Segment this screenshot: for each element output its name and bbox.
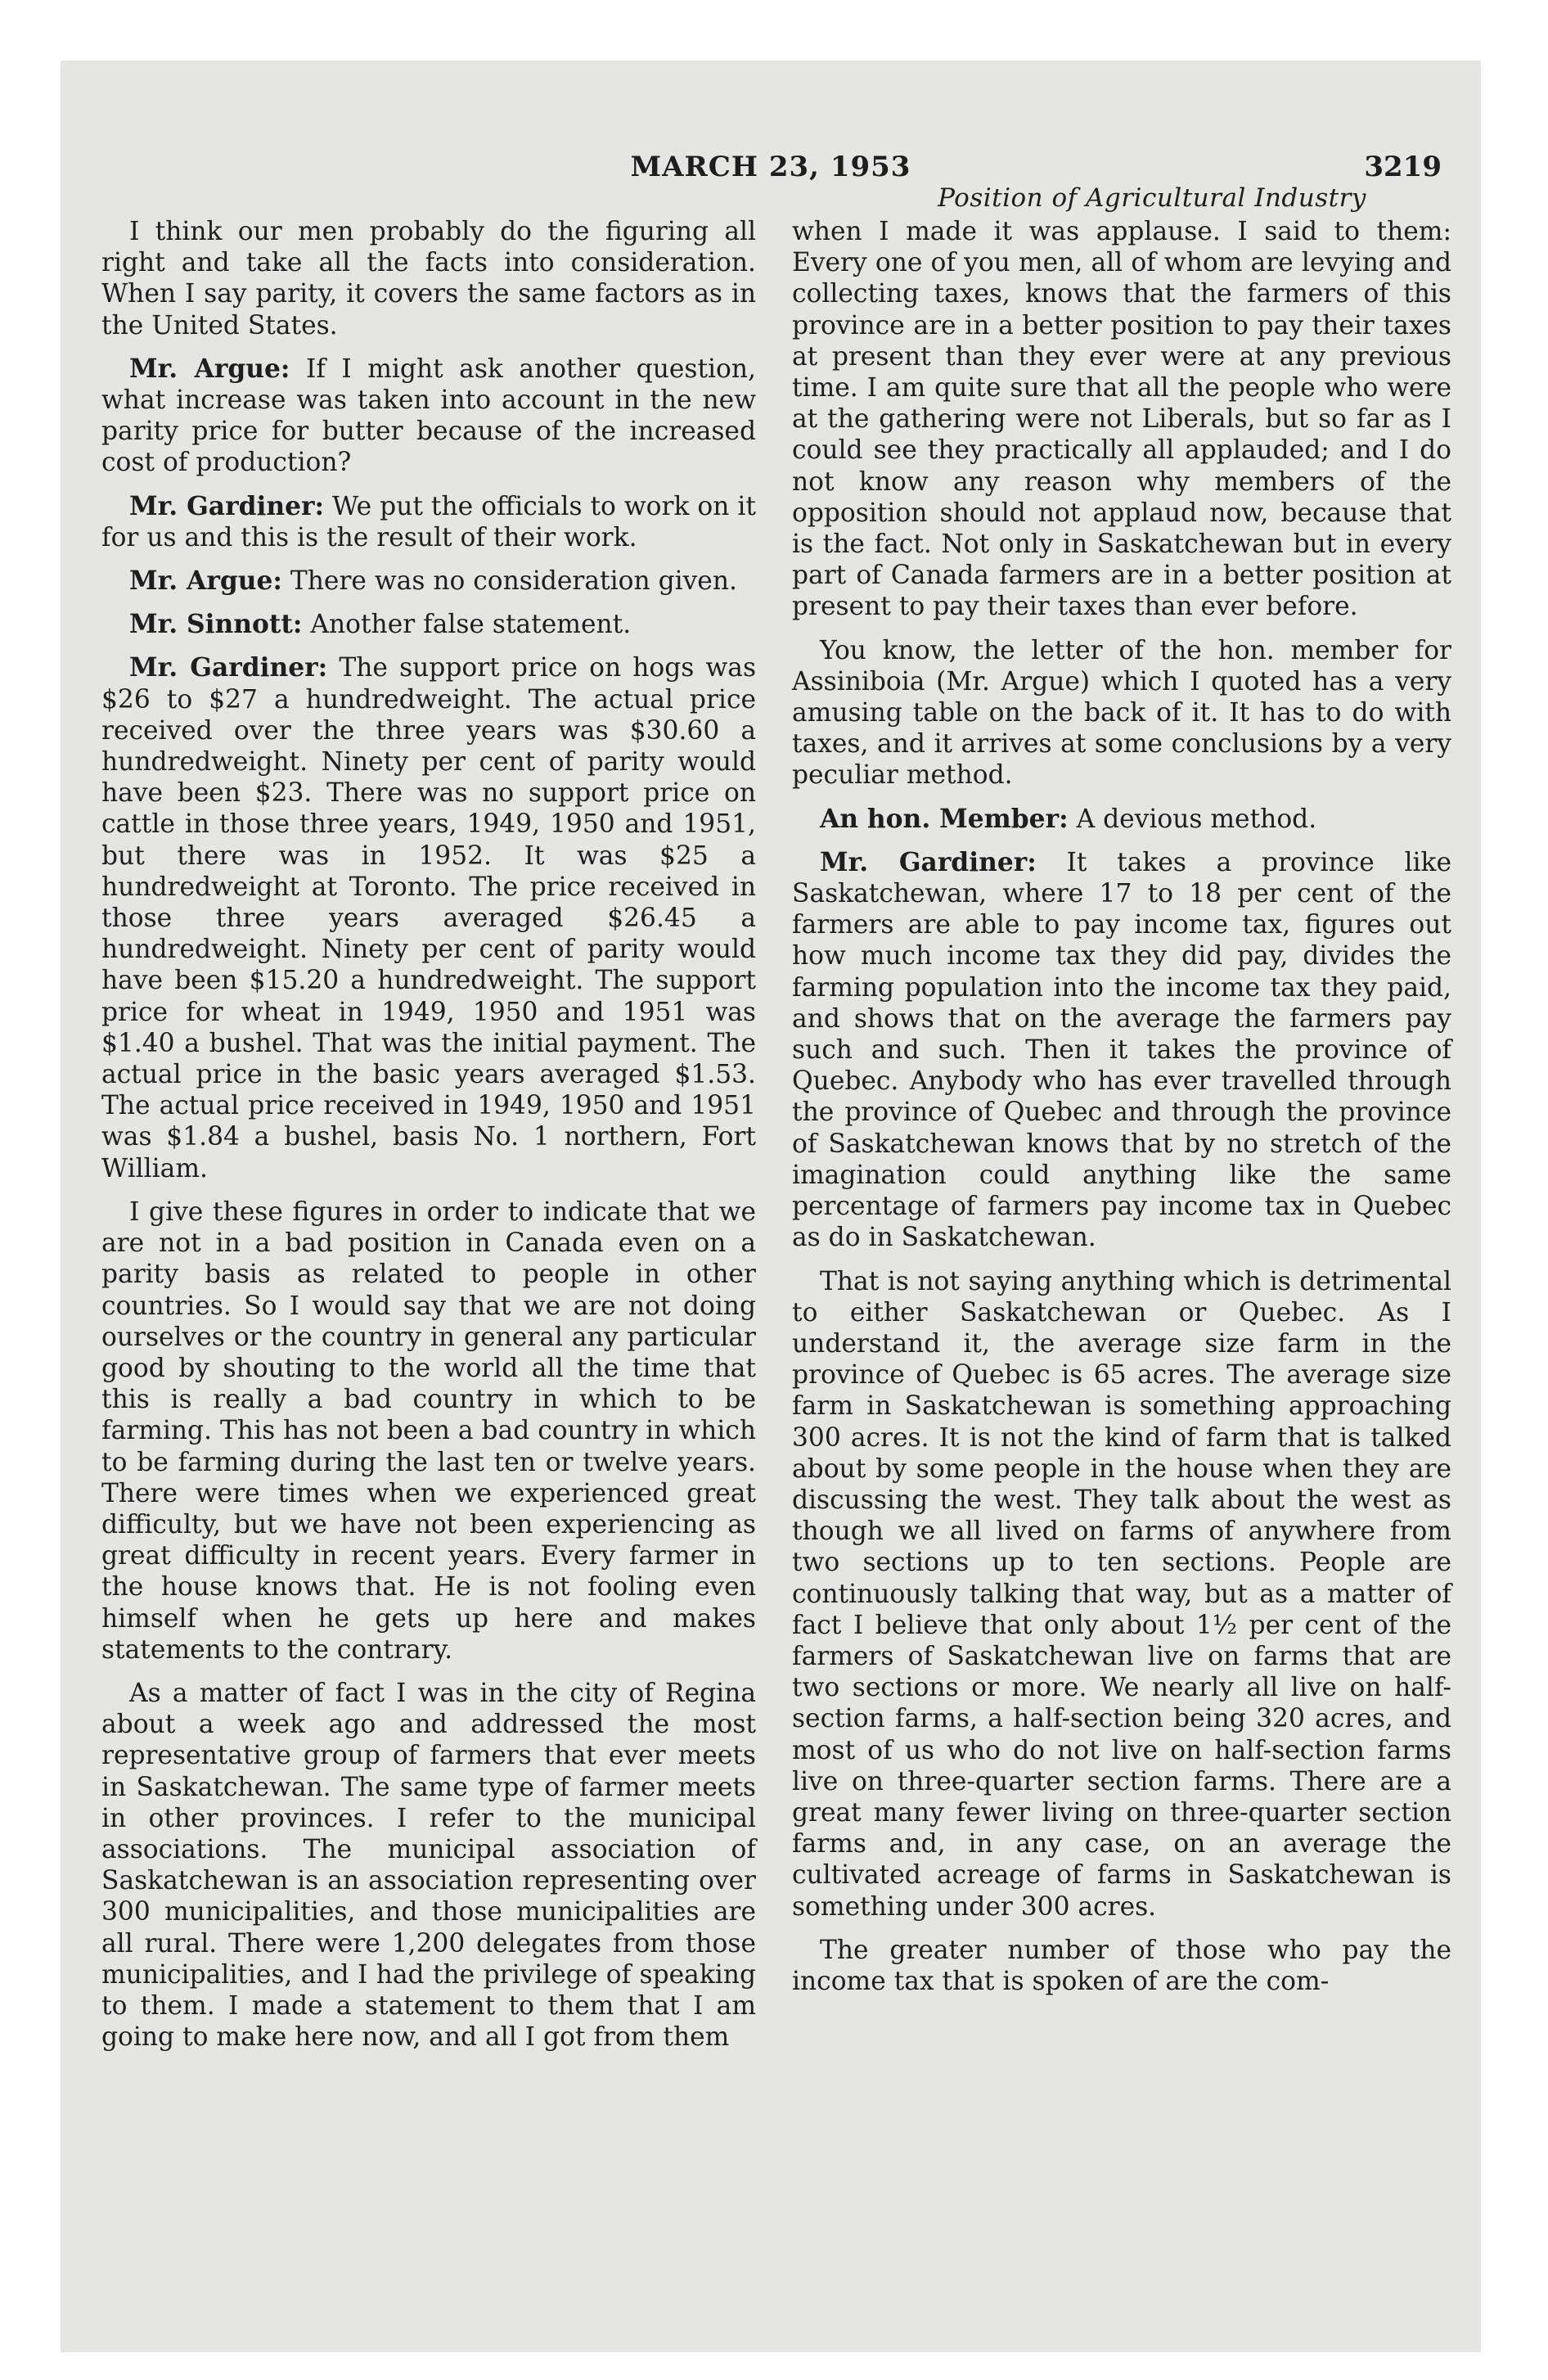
paragraph — [101, 1678, 756, 2053]
paragraph — [101, 216, 756, 341]
page-number: 3219 — [1364, 151, 1442, 183]
paragraph-text: when I made it was applause. I said to them: Every one of you men, all of whom are levying and collecting taxes, knows that the farmers of this province are in a better position to pay their taxes at present than they ever were at any previous time. I am quite sure that all the people who were at the gathering were not Liberals, but so far as I could see they practically all applauded; and I do not know any reason why members of the opposition should not applaud now, because that is the fact. Not only in Saskatchewan but in every part of Canada farmers are in a better position at present to pay their taxes than ever before. — [792, 217, 1451, 622]
speaker-name: Mr. Gardiner: — [129, 491, 325, 521]
running-title: Position of Agricultural Industry — [938, 183, 1366, 213]
paragraph-text: The greater number of those who pay the income tax that is spoken of are the com- — [792, 1935, 1451, 1996]
paragraph — [792, 216, 1451, 623]
paragraph — [792, 1935, 1451, 1997]
paragraph — [101, 1197, 756, 1666]
paragraph-text: That is not saying anything which is detrimental to either Saskatchewan or Quebec. As I understand it, the average size farm in the province of Quebec is 65 acres. The average size farm in Saskatchewan is something approaching 300 acres. It is not the kind of farm that is talked about by some people in the house when they are discussing the west. They talk about the west as though we all lived on farms of anywhere from two sections up to ten sections. People are continuously talking that way, but as a matter of fact I believe that only about 1½ per cent of the farmers of Saskatchewan live on farms that are two sections or more. We nearly all live on half-section farms, a half-section being 320 acres, and most of us who do not live on half-section farms live on three-quarter section farms. There are a great many fewer living on three-quarter section farms and, in any case, on an average the cultivated acreage of farms in Saskatchewan is something under 300 acres. — [792, 1266, 1451, 1922]
speaker-name: Mr. Sinnott: — [129, 610, 303, 640]
speaker-name: Mr. Argue: — [129, 566, 282, 597]
paragraph — [792, 847, 1451, 1254]
paragraph — [101, 609, 756, 640]
speaker-name: Mr. Argue: — [129, 354, 290, 384]
paragraph-text: There was no consideration given. — [290, 566, 737, 597]
paragraph — [101, 491, 756, 553]
paragraph-text: If I might ask another question, what increase was taken into account in the new parity price for butter because of the increased cost of production? — [101, 354, 756, 478]
paragraph-text: As a matter of fact I was in the city of Regina about a week ago and addressed the most representative group of farmers that ever meets in Saskatchewan. The same type of farmer meets in other provinces. I refer to the municipal associations. The municipal association of Saskatchewan is an association representing over 300 municipalities, and those municipalities are all rural. There were 1,200 delegates from those municipalities, and I had the privilege of speaking to them. I made a statement to them that I am going to make here now, and all I got from them — [101, 1678, 756, 2053]
right-column — [792, 216, 1451, 2009]
header-date: MARCH 23, 1953 — [630, 151, 911, 183]
paragraph — [792, 1266, 1451, 1922]
speaker-name: Mr. Gardiner: — [820, 847, 1037, 877]
paragraph — [101, 566, 756, 597]
paragraph — [792, 804, 1451, 835]
paragraph-text: We put the officials to work on it for us and this is the result of their work. — [101, 491, 756, 552]
paragraph-text: Another false statement. — [310, 610, 632, 640]
paragraph-text: A devious method. — [1076, 804, 1317, 834]
paragraph-text: I think our men probably do the figuring all right and take all the facts into consideration. When I say parity, it covers the same factors as in the United States. — [101, 217, 756, 340]
left-column — [101, 216, 756, 2065]
paragraph — [101, 354, 756, 479]
paragraph-text: You know, the letter of the hon. member for Assiniboia (Mr. Argue) which I quoted has a very amusing table on the back of it. It has to do with taxes, and it arrives at some conclusions by a very peculiar method. — [792, 635, 1451, 791]
paragraph — [101, 652, 756, 1183]
paragraph-text: The support price on hogs was $26 to $27 a hundredweight. The actual price received over the three years was $30.60 a hundredweight. Ninety per cent of parity would have been $23. There was no support price on cattle in those three years, 1949, 1950 and 1951, but there was in 1952. It was $25 a hundredweight at Toronto. The price received in those three years averaged $26.45 a hundredweight. Ninety per cent of parity would have been $15.20 a hundredweight. The support price for wheat in 1949, 1950 and 1951 was $1.40 a bushel. That was the initial payment. The actual price in the basic years averaged $1.53. The actual price received in 1949, 1950 and 1951 was $1.84 a bushel, basis No. 1 northern, Fort William. — [101, 653, 757, 1183]
paragraph-text: It takes a province like Saskatchewan, where 17 to 18 per cent of the farmers are able to pay income tax, figures out how much income tax they did pay, divides the farming population into the income tax they paid, and shows that on the average the farmers pay such and such. Then it takes the province of Quebec. Anybody who has ever travelled through the province of Quebec and through the province of Saskatchewan knows that by no stretch of the imagination could anything like the same percentage of farmers pay income tax in Quebec as do in Saskatchewan. — [792, 847, 1451, 1253]
paragraph-text: I give these figures in order to indicate that we are not in a bad position in Canada even on a parity basis as related to people in other countries. So I would say that we are not doing ourselves or the country in general any particular good by shouting to the world all the time that this is really a bad country in which to be farming. This has not been a bad country in which to be farming during the last ten or twelve years. There were times when we experienced great difficulty, but we have not been experiencing as great difficulty in recent years. Every farmer in the house knows that. He is not fooling even himself when he gets up here and makes statements to the contrary. — [101, 1197, 756, 1665]
paragraph — [792, 635, 1451, 791]
speaker-name: An hon. Member: — [820, 804, 1069, 834]
speaker-name: Mr. Gardiner: — [129, 653, 328, 683]
